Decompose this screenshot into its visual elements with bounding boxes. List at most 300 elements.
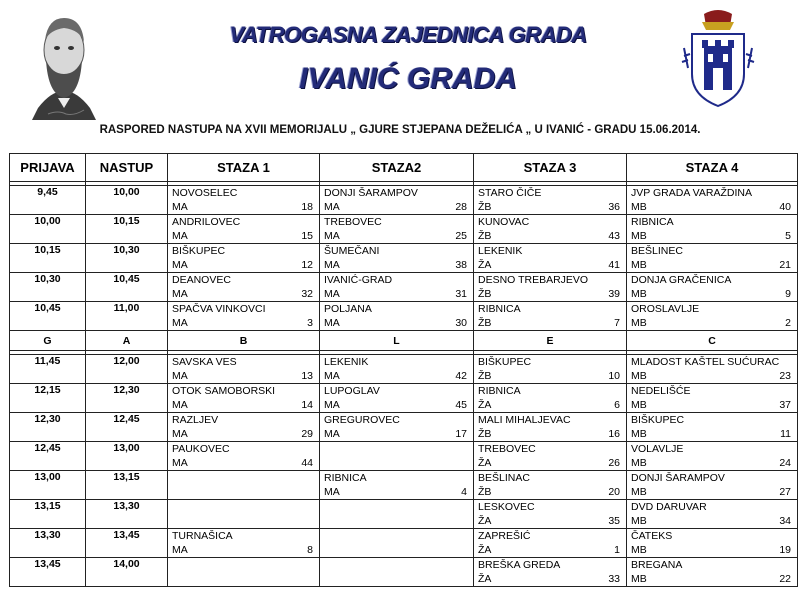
team-category: MA [324, 230, 340, 242]
empty-slot [320, 572, 473, 586]
team-category-line [627, 316, 797, 330]
empty-slot [320, 543, 473, 557]
team-category-line [320, 200, 473, 214]
title-line-2: IVANIĆ GRADA [299, 62, 517, 95]
staza-4-cell [627, 500, 798, 529]
team-category-line [320, 258, 473, 272]
staza-1-cell [168, 471, 320, 500]
nastup-time: 12,00 [86, 355, 168, 384]
staza-1-cell [168, 355, 320, 384]
team-number: 2 [785, 317, 791, 329]
team-category: MB [631, 201, 647, 213]
team-category: ŽB [478, 370, 492, 382]
staza-1-cell [168, 215, 320, 244]
team-category: MA [172, 457, 188, 469]
table-row [10, 442, 798, 471]
team-category-line [168, 229, 319, 243]
team-category: MA [324, 317, 340, 329]
team-name: TREBOVEC [478, 443, 536, 455]
team-name: ZAPREŠIĆ [478, 530, 531, 542]
team-number: 38 [455, 259, 467, 271]
staza-1-cell [168, 384, 320, 413]
team-category-line [474, 229, 626, 243]
team-number: 33 [608, 573, 620, 585]
team-category-line [320, 316, 473, 330]
separator-cell: A [86, 331, 168, 351]
team-name: GREGUROVEC [324, 414, 400, 426]
team-number: 11 [780, 428, 791, 440]
team-category-line [168, 287, 319, 301]
team-category-line [168, 456, 319, 470]
team-category-line [168, 543, 319, 557]
team-number: 20 [608, 486, 620, 498]
team-number: 41 [608, 259, 620, 271]
team-category: MA [324, 288, 340, 300]
team-category-line [168, 258, 319, 272]
header-staza-2: STAZA2 [320, 154, 474, 182]
staza-1-cell [168, 273, 320, 302]
team-number: 42 [455, 370, 467, 382]
team-category: ŽB [478, 428, 492, 440]
staza-4-cell [627, 302, 798, 331]
prijava-time: 10,45 [10, 302, 86, 331]
team-name: STARO ČIČE [478, 187, 542, 199]
staza-1-cell [168, 529, 320, 558]
staza-2-cell [320, 186, 474, 215]
staza-2-cell [320, 302, 474, 331]
header-staza-4: STAZA 4 [627, 154, 798, 182]
staza-4-cell [627, 384, 798, 413]
staza-2-cell [320, 471, 474, 500]
table-row [10, 186, 798, 215]
team-category: ŽA [478, 544, 492, 556]
team-number: 13 [301, 370, 313, 382]
staza-4-cell [627, 186, 798, 215]
table-row [10, 471, 798, 500]
team-number: 9 [785, 288, 791, 300]
staza-4-cell [627, 215, 798, 244]
staza-3-cell [474, 558, 627, 587]
team-category: ŽA [478, 573, 492, 585]
team-category: MB [631, 515, 647, 527]
staza-2-cell [320, 244, 474, 273]
team-number: 28 [455, 201, 467, 213]
team-name: NEDELIŠĆE [631, 385, 691, 397]
empty-slot [168, 514, 319, 528]
separator-cell: G [10, 331, 86, 351]
team-number: 8 [307, 544, 313, 556]
team-category: MB [631, 230, 647, 242]
table-row [10, 244, 798, 273]
team-number: 23 [779, 370, 791, 382]
table-row [10, 500, 798, 529]
staza-3-cell [474, 355, 627, 384]
team-number: 15 [301, 230, 313, 242]
team-number: 16 [608, 428, 620, 440]
team-category: MA [172, 428, 188, 440]
staza-3-cell [474, 442, 627, 471]
prijava-time: 13,45 [10, 558, 86, 587]
team-name: DESNO TREBARJEVO [478, 274, 589, 286]
team-number: 1 [614, 544, 620, 556]
team-name: BEŠLINAC [478, 472, 530, 484]
team-category: ŽA [478, 515, 492, 527]
team-category-line [627, 369, 797, 383]
team-number: 35 [608, 515, 620, 527]
team-category-line [168, 427, 319, 441]
team-category: MA [172, 544, 188, 556]
team-category: MB [631, 317, 647, 329]
team-category-line [474, 543, 626, 557]
team-name: BIŠKUPEC [478, 356, 532, 368]
team-number: 44 [301, 457, 313, 469]
prijava-time: 9,45 [10, 186, 86, 215]
team-category: MA [172, 399, 188, 411]
team-category: MA [172, 201, 188, 213]
team-category-line [627, 456, 797, 470]
team-category: ŽA [478, 399, 492, 411]
staza-4-cell [627, 273, 798, 302]
team-category-line [320, 398, 473, 412]
staza-2-cell [320, 215, 474, 244]
empty-slot [168, 471, 319, 485]
team-name: MALI MIHALJEVAC [478, 414, 571, 426]
team-category-line [474, 398, 626, 412]
empty-slot [320, 500, 473, 514]
team-name: ŠUMEČANI [324, 245, 380, 257]
staza-3-cell [474, 186, 627, 215]
team-name: MLADOST KAŠTEL SUĆURAC [631, 356, 780, 368]
team-category-line [320, 229, 473, 243]
team-name: LEKENIK [478, 245, 523, 257]
team-category: MA [324, 370, 340, 382]
team-category: ŽB [478, 201, 492, 213]
team-number: 12 [301, 259, 313, 271]
nastup-time: 10,15 [86, 215, 168, 244]
team-number: 18 [301, 201, 313, 213]
staza-1-cell [168, 186, 320, 215]
empty-slot [168, 558, 319, 572]
team-category: ŽA [478, 259, 492, 271]
team-name: ANDRILOVEC [172, 216, 241, 228]
team-category-line [168, 316, 319, 330]
staza-2-cell [320, 413, 474, 442]
team-name: DONJA GRAČENICA [631, 274, 732, 286]
staza-3-cell [474, 529, 627, 558]
team-category: MA [324, 399, 340, 411]
empty-slot [168, 500, 319, 514]
nastup-time: 10,45 [86, 273, 168, 302]
team-number: 37 [779, 399, 791, 411]
team-category-line [320, 287, 473, 301]
team-category: MA [324, 428, 340, 440]
team-category: MB [631, 544, 647, 556]
team-category: MA [172, 370, 188, 382]
team-number: 30 [455, 317, 467, 329]
prijava-time: 12,30 [10, 413, 86, 442]
staza-3-cell [474, 244, 627, 273]
team-name: SPAČVA VINKOVCI [172, 303, 266, 315]
table-row [10, 302, 798, 331]
staza-4-cell [627, 442, 798, 471]
team-number: 5 [785, 230, 791, 242]
nastup-time: 10,30 [86, 244, 168, 273]
team-name: JVP GRADA VARAŽDINA [631, 187, 752, 199]
team-name: RIBNICA [324, 472, 367, 484]
team-category-line [627, 543, 797, 557]
team-category: ŽB [478, 317, 492, 329]
table-row [10, 273, 798, 302]
team-name: KUNOVAC [478, 216, 530, 228]
team-category: MA [172, 230, 188, 242]
team-category-line [627, 572, 797, 586]
team-number: 7 [614, 317, 620, 329]
nastup-time: 13,45 [86, 529, 168, 558]
staza-4-cell [627, 244, 798, 273]
team-category: MA [172, 259, 188, 271]
header-prijava: PRIJAVA [10, 154, 86, 182]
team-category-line [627, 485, 797, 499]
team-category: ŽB [478, 486, 492, 498]
team-name: ČATEKS [631, 530, 673, 542]
team-category-line [320, 369, 473, 383]
separator-cell: B [168, 331, 320, 351]
team-category: MB [631, 399, 647, 411]
team-name: TREBOVEC [324, 216, 382, 228]
prijava-time: 13,30 [10, 529, 86, 558]
team-name: RIBNICA [631, 216, 674, 228]
team-number: 34 [779, 515, 791, 527]
team-category: MB [631, 259, 647, 271]
team-name: DONJI ŠARAMPOV [631, 472, 725, 484]
team-category: ŽB [478, 230, 492, 242]
team-category-line [320, 427, 473, 441]
team-name: BREGANA [631, 559, 683, 571]
team-name: SAVSKA VES [172, 356, 237, 368]
staza-4-cell [627, 529, 798, 558]
prijava-time: 12,15 [10, 384, 86, 413]
table-header-row [10, 154, 798, 182]
title-line-1: VATROGASNA ZAJEDNICA GRADA [229, 22, 587, 47]
team-category: MA [324, 486, 340, 498]
staza-1-cell [168, 302, 320, 331]
team-number: 27 [779, 486, 791, 498]
staza-4-cell [627, 471, 798, 500]
team-number: 32 [301, 288, 313, 300]
team-name: OROSLAVLJE [631, 303, 700, 315]
team-number: 3 [307, 317, 313, 329]
team-number: 24 [779, 457, 791, 469]
team-name: DEANOVEC [172, 274, 231, 286]
team-number: 45 [455, 399, 467, 411]
staza-3-cell [474, 384, 627, 413]
team-number: 31 [455, 288, 467, 300]
team-category-line [474, 258, 626, 272]
nastup-time: 12,30 [86, 384, 168, 413]
prijava-time: 10,30 [10, 273, 86, 302]
prijava-time: 13,15 [10, 500, 86, 529]
team-category-line [474, 316, 626, 330]
team-category-line [474, 287, 626, 301]
team-name: RIBNICA [478, 303, 521, 315]
empty-slot [320, 558, 473, 572]
team-name: LEKENIK [324, 356, 369, 368]
staza-2-cell [320, 384, 474, 413]
team-number: 39 [608, 288, 620, 300]
prijava-time: 10,00 [10, 215, 86, 244]
staza-2-cell [320, 273, 474, 302]
team-category-line [474, 456, 626, 470]
staza-1-cell [168, 413, 320, 442]
team-name: BIŠKUPEC [172, 245, 226, 257]
team-category: MB [631, 428, 647, 440]
team-name: VOLAVLJE [631, 443, 684, 455]
separator-cell: C [627, 331, 798, 351]
team-category: MB [631, 573, 647, 585]
team-number: 4 [461, 486, 467, 498]
separator-cell: L [320, 331, 474, 351]
nastup-time: 12,45 [86, 413, 168, 442]
staza-3-cell [474, 471, 627, 500]
team-name: PAUKOVEC [172, 443, 230, 455]
nastup-time: 13,30 [86, 500, 168, 529]
schedule-body [10, 182, 798, 587]
staza-3-cell [474, 500, 627, 529]
team-category-line [627, 287, 797, 301]
team-category-line [627, 200, 797, 214]
staza-4-cell [627, 558, 798, 587]
team-category-line [168, 200, 319, 214]
team-category: MB [631, 288, 647, 300]
empty-slot [320, 456, 473, 470]
team-name: BIŠKUPEC [631, 414, 685, 426]
team-category-line [474, 572, 626, 586]
team-category: MA [172, 288, 188, 300]
team-name: RAZLJEV [172, 414, 219, 426]
empty-slot [320, 529, 473, 543]
staza-3-cell [474, 273, 627, 302]
table-row [10, 355, 798, 384]
team-name: BREŠKA GREDA [478, 559, 561, 571]
team-number: 25 [455, 230, 467, 242]
team-category-line [168, 398, 319, 412]
table-row [10, 558, 798, 587]
staza-4-cell [627, 355, 798, 384]
prijava-time: 10,15 [10, 244, 86, 273]
team-category: ŽB [478, 288, 492, 300]
separator-cell: E [474, 331, 627, 351]
team-category-line [320, 485, 473, 499]
schedule-subtitle: RASPORED NASTUPA NA XVII MEMORIJALU „ GJURE STJEPANA DEŽELIĆA „ U IVANIĆ - GRADU 15.06.2014. [99, 124, 701, 136]
team-category-line [627, 229, 797, 243]
table-row [10, 413, 798, 442]
table-row [10, 384, 798, 413]
prijava-time: 11,45 [10, 355, 86, 384]
team-category: MA [324, 259, 340, 271]
team-number: 21 [779, 259, 791, 271]
team-name: LUPOGLAV [324, 385, 380, 397]
team-name: NOVOSELEC [172, 187, 238, 199]
staza-3-cell [474, 413, 627, 442]
team-name: RIBNICA [478, 385, 521, 397]
staza-3-cell [474, 215, 627, 244]
empty-slot [168, 572, 319, 586]
header-staza-1: STAZA 1 [168, 154, 320, 182]
team-category-line [627, 258, 797, 272]
staza-2-cell [320, 558, 474, 587]
staza-2-cell [320, 442, 474, 471]
nastup-time: 13,00 [86, 442, 168, 471]
team-number: 19 [779, 544, 791, 556]
team-number: 26 [608, 457, 620, 469]
team-name: POLJANA [324, 303, 372, 315]
team-category-line [474, 485, 626, 499]
team-name: IVANIĆ-GRAD [324, 274, 393, 286]
team-category-line [627, 398, 797, 412]
staza-2-cell [320, 500, 474, 529]
team-category-line [627, 514, 797, 528]
team-name: TURNAŠICA [172, 530, 233, 542]
team-number: 6 [614, 399, 620, 411]
empty-slot [320, 514, 473, 528]
schedule-table [9, 153, 798, 587]
team-category: ŽA [478, 457, 492, 469]
team-number: 17 [455, 428, 467, 440]
header-nastup: NASTUP [86, 154, 168, 182]
team-category: MB [631, 486, 647, 498]
team-category-line [627, 427, 797, 441]
team-number: 10 [608, 370, 620, 382]
staza-4-cell [627, 413, 798, 442]
team-category: MA [172, 317, 188, 329]
header-staza-3: STAZA 3 [474, 154, 627, 182]
team-number: 29 [301, 428, 313, 440]
team-category-line [474, 427, 626, 441]
team-name: BEŠLINEC [631, 245, 683, 257]
team-category-line [474, 200, 626, 214]
nastup-time: 13,15 [86, 471, 168, 500]
table-row [10, 215, 798, 244]
team-name: DONJI ŠARAMPOV [324, 187, 418, 199]
team-number: 40 [779, 201, 791, 213]
team-category-line [168, 369, 319, 383]
prijava-time: 13,00 [10, 471, 86, 500]
nastup-time: 14,00 [86, 558, 168, 587]
staza-2-cell [320, 355, 474, 384]
team-category-line [474, 514, 626, 528]
team-name: OTOK SAMOBORSKI [172, 385, 276, 397]
team-category: MB [631, 457, 647, 469]
empty-slot [320, 442, 473, 456]
staza-1-cell [168, 244, 320, 273]
table-row [10, 529, 798, 558]
prijava-time: 12,45 [10, 442, 86, 471]
staza-1-cell [168, 558, 320, 587]
nastup-time: 10,00 [86, 186, 168, 215]
team-name: LESKOVEC [478, 501, 535, 513]
team-name: DVD DARUVAR [631, 501, 707, 513]
team-number: 22 [779, 573, 791, 585]
team-number: 36 [608, 201, 620, 213]
empty-slot [168, 485, 319, 499]
team-number: 43 [608, 230, 620, 242]
team-category: MA [324, 201, 340, 213]
team-number: 14 [301, 399, 313, 411]
staza-3-cell [474, 302, 627, 331]
separator-row [10, 331, 798, 351]
team-category-line [474, 369, 626, 383]
nastup-time: 11,00 [86, 302, 168, 331]
